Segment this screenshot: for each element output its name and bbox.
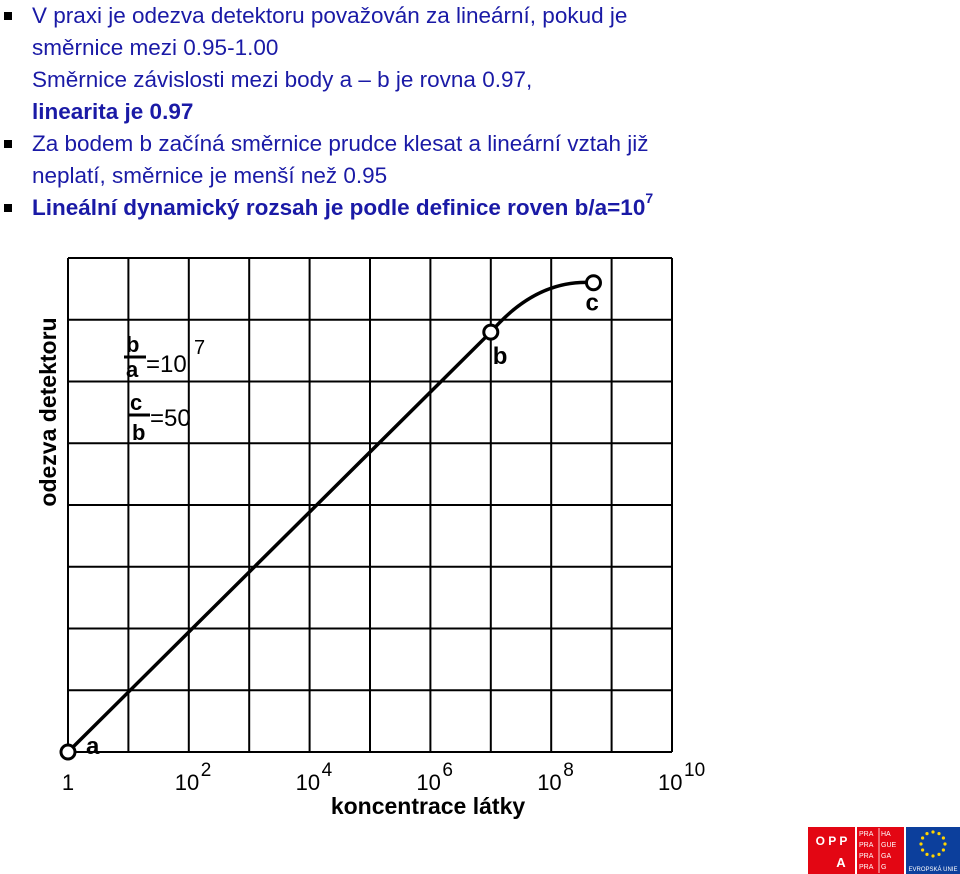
x-tick-2-exp: 4 <box>321 760 333 781</box>
bullet-1-line-2: směrnice mezi 0.95-1.00 <box>32 35 279 60</box>
bullet-2 <box>32 64 532 128</box>
ratio-b-a-denominator: a <box>126 357 139 382</box>
bullet-marker-4 <box>4 204 12 212</box>
x-tick-5: 10 <box>658 770 683 795</box>
x-tick-5-exp: 10 <box>684 760 706 781</box>
bullet-marker-1 <box>4 12 12 20</box>
x-tick-3-exp: 6 <box>442 760 453 781</box>
x-tick-4: 10 <box>537 770 562 795</box>
praha-cell: PRA <box>859 842 874 849</box>
x-tick-3: 10 <box>416 770 441 795</box>
point-label-c: c <box>585 289 599 317</box>
bullet-3-line-1: Za bodem b začíná směrnice prudce klesat a lineární vztah již <box>32 131 649 156</box>
x-tick-1-exp: 2 <box>200 760 212 781</box>
bullet-4-sup: 7 <box>645 189 654 206</box>
point-label-a: a <box>86 733 100 760</box>
data-points <box>61 276 600 760</box>
opp-logo-bottom: A <box>836 855 846 870</box>
opp-logo-top: O P P <box>815 834 848 848</box>
x-tick-4-exp: 8 <box>563 760 574 781</box>
bullet-marker-3 <box>4 140 12 148</box>
bullet-3-line-2: neplatí, směrnice je menší než 0.95 <box>32 163 388 188</box>
bullet-1-line-1: V praxi je odezva detektoru považován za lineární, pokud je <box>32 3 628 28</box>
praha-cell: GUE <box>881 842 897 849</box>
bullet-2-bold-line: linearita je 0.97 <box>32 99 194 124</box>
eu-star <box>942 848 945 851</box>
eu-star <box>937 853 940 856</box>
grid <box>68 258 672 752</box>
ratio-c-b-numerator: c <box>130 390 143 415</box>
praha-cell: GA <box>881 853 892 860</box>
praha-cell: PRA <box>859 853 874 860</box>
ratio-c-b-value: =50 <box>150 405 191 432</box>
eu-star <box>925 832 928 835</box>
praha-logo <box>857 827 904 874</box>
x-tick-labels <box>62 760 705 795</box>
praha-cell: HA <box>881 831 891 838</box>
ratio-c-b-denominator: b <box>132 420 146 445</box>
eu-star <box>943 842 946 845</box>
y-axis-label: odezva detektoru <box>35 317 61 507</box>
ratio-b-a-numerator: b <box>126 332 140 357</box>
bullet-4 <box>32 189 654 224</box>
x-tick-2: 10 <box>295 770 321 795</box>
point-marker-b <box>484 325 498 339</box>
eu-star <box>919 842 922 845</box>
x-tick-0: 1 <box>61 770 75 795</box>
eu-star <box>937 832 940 835</box>
eu-logo-text: EVROPSKÁ UNIE <box>908 867 958 873</box>
eu-logo <box>906 827 960 874</box>
ratio-c-b <box>128 390 191 445</box>
bullet-2-line-1: Směrnice závislosti mezi body a – b je rovna 0.97, <box>32 67 533 92</box>
funding-logos <box>808 827 960 874</box>
point-marker-a <box>61 745 75 759</box>
x-axis-label: koncentrace látky <box>330 793 526 819</box>
eu-star <box>942 836 945 839</box>
eu-star <box>931 854 934 857</box>
eu-star <box>921 836 924 839</box>
praha-cell: PRA <box>859 864 874 871</box>
praha-cell: G <box>881 864 887 871</box>
eu-star <box>925 853 928 856</box>
response-graph <box>0 240 960 830</box>
ratio-b-a <box>124 332 205 382</box>
ratio-b-a-exponent: 7 <box>194 337 206 359</box>
eu-star <box>921 848 924 851</box>
bullet-4-text: Lineální dynamický rozsah je podle definice roven b/a=10 <box>32 195 646 220</box>
eu-star <box>931 830 934 833</box>
praha-cell: PRA <box>859 831 874 838</box>
point-marker-c <box>586 276 600 290</box>
ratio-b-a-value: =10 <box>146 351 187 378</box>
opp-a-logo <box>808 827 855 874</box>
x-tick-1: 10 <box>174 770 200 795</box>
bullet-3 <box>32 128 649 192</box>
point-label-b: b <box>492 343 508 371</box>
bullet-1 <box>32 0 627 64</box>
